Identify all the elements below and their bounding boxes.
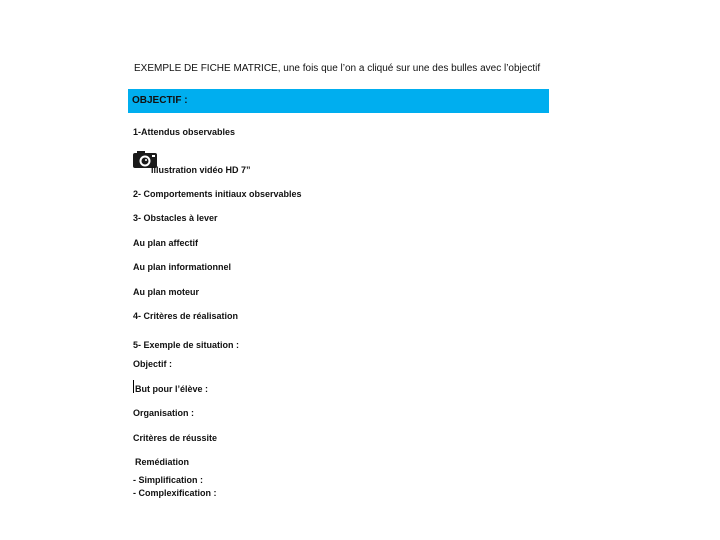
document-title: EXEMPLE DE FICHE MATRICE, une fois que l’on a cliqué sur une des bulles avec l’objectif	[134, 63, 541, 74]
simplification-label: - Simplification :	[133, 475, 204, 485]
criteres-reussite-label: Critères de réussite	[133, 433, 218, 443]
comportements-heading: 2- Comportements initiaux observables	[133, 189, 302, 199]
objectif-band-label: OBJECTIF :	[132, 95, 188, 106]
organisation-label: Organisation :	[133, 408, 195, 418]
obstacles-heading: 3- Obstacles à lever	[133, 213, 218, 223]
complexification-label: - Complexification :	[133, 488, 217, 498]
text-cursor	[133, 380, 134, 393]
illustration-video-link[interactable]: Illustration vidéo HD 7”	[151, 165, 251, 175]
remediation-label: Remédiation	[135, 457, 190, 467]
plan-affectif-label: Au plan affectif	[133, 238, 199, 248]
attendus-heading: 1-Attendus observables	[133, 127, 236, 137]
plan-informationnel-label: Au plan informationnel	[133, 262, 231, 272]
objectif-label: Objectif :	[133, 359, 173, 369]
but-eleve-label: But pour l’élève :	[135, 384, 209, 394]
exemple-situation-heading: 5- Exemple de situation :	[133, 340, 240, 350]
plan-moteur-label: Au plan moteur	[133, 287, 200, 297]
objectif-band	[128, 89, 549, 113]
criteres-realisation-heading: 4- Critères de réalisation	[133, 311, 239, 321]
